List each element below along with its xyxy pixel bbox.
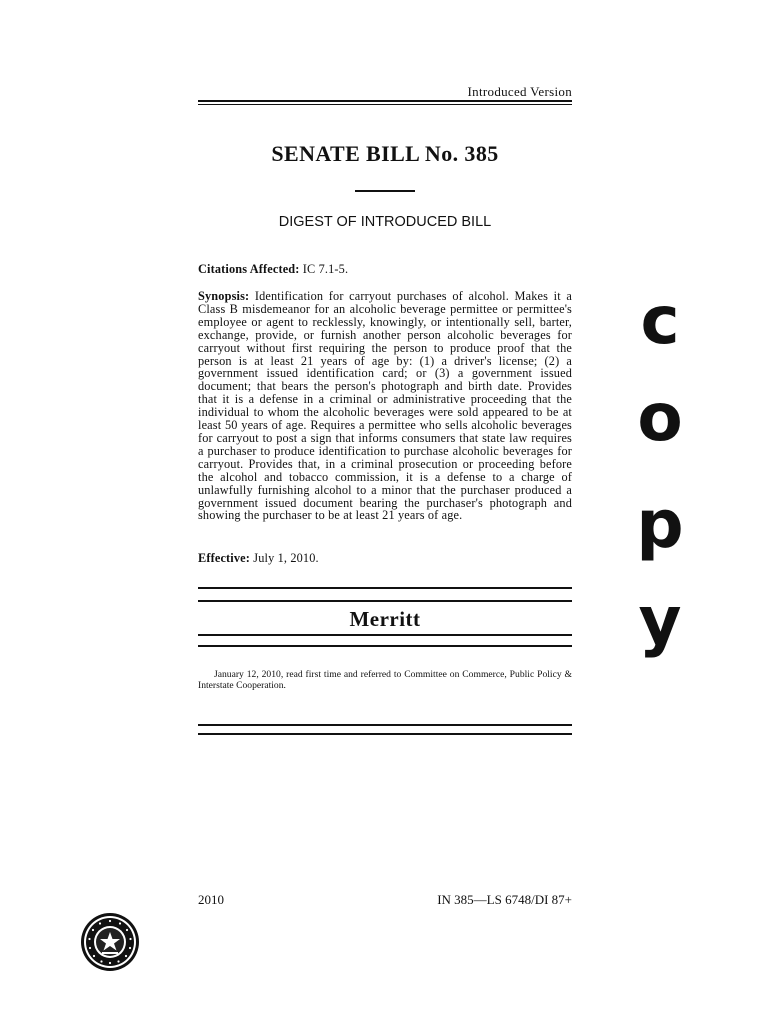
header-rule-thick [198, 100, 572, 102]
state-seal-icon [80, 912, 140, 972]
copy-watermark-letter: c [640, 282, 680, 359]
citations-value: IC 7.1-5. [302, 262, 349, 276]
citations-label: Citations Affected: [198, 262, 300, 276]
copy-watermark-letter: y [638, 582, 682, 659]
copy-watermark-letter: p [636, 486, 684, 563]
digest-heading: DIGEST OF INTRODUCED BILL [278, 214, 492, 230]
synopsis-label: Synopsis: [198, 289, 250, 303]
footer-rule-1 [198, 724, 572, 726]
header-rule-thin [198, 104, 572, 105]
footer-code: IN 385—LS 6748/DI 87+ [437, 892, 572, 907]
author-rule-bottom-2 [198, 645, 572, 647]
synopsis-text: Identification for carryout purchases of alcohol. Makes it a Class B misdemeanor for an alcoholic beverage permittee or permittee's employee or agent to recklessly, knowingly, or intentionally sell, barter, exchange, provide, or furnish another person alcoholic beverages for carryout without first requiring the person to produce proof that the person is at least 21 years of age by: (1) a driver's license; (2) a government issued identification card; or (3) a government issued document; that bears the person's photograph and birth date. Provides that it is a defense in a criminal or administrative proceeding that the individual to whom the alcoholic beverages were sold appeared to be at least 50 years of age. Requires a permittee who sells alcoholic beverages for carryout to post a sign that informs consumers that state law requires a purchaser to produce identification to purchase alcoholic beverages for carryout. Provides that, in a criminal prosecution or proceeding before the alcohol and tobacco commission, it is a defense to a charge of unlawfully furnishing alcohol to a minor that the purchaser produced a government issued document bearing the purchaser's photograph and showing the purchaser to be at least 21 years of age. [198, 289, 572, 523]
synopsis-paragraph [198, 290, 572, 522]
author-rule-top-1 [198, 587, 572, 589]
citations-paragraph [198, 263, 572, 276]
effective-value: July 1, 2010. [253, 551, 319, 565]
referral-note: January 12, 2010, read first time and referred to Committee on Commerce, Public Policy & Interstate Cooperation. [198, 669, 572, 691]
effective-label: Effective: [198, 551, 251, 565]
author-rule-bottom-1 [198, 634, 572, 636]
title-dash-divider [355, 190, 415, 192]
copy-watermark-letter: o [637, 379, 683, 456]
footer-year: 2010 [198, 892, 224, 907]
footer-rule-2 [198, 733, 572, 735]
effective-paragraph [198, 552, 572, 565]
version-label: Introduced Version [467, 84, 572, 99]
bill-author: Merritt [349, 607, 421, 631]
author-rule-top-2 [198, 600, 572, 602]
bill-title: SENATE BILL No. 385 [271, 141, 499, 166]
